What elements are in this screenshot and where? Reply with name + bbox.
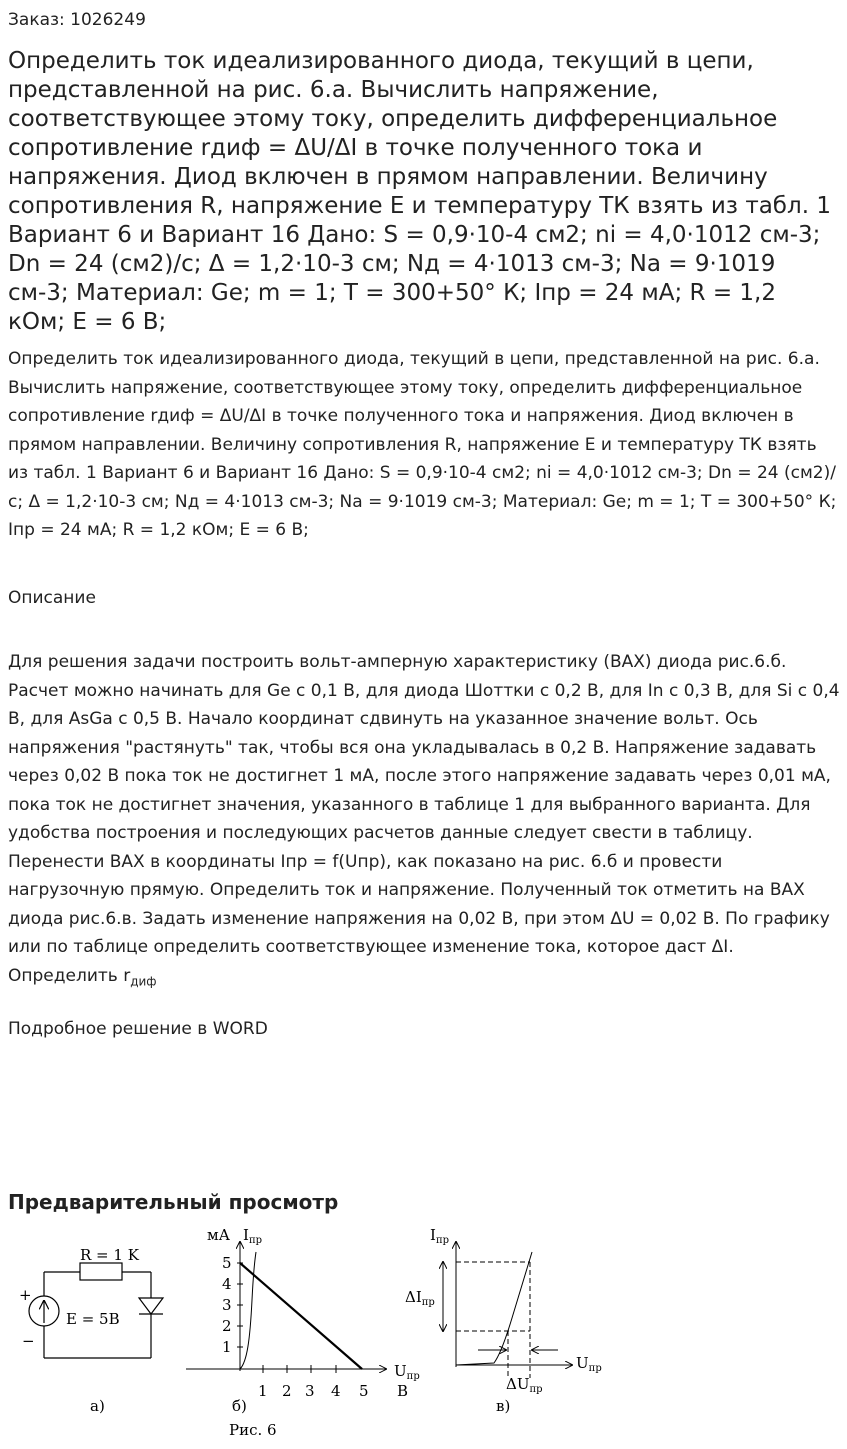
x-tick-label: 2 [282, 1382, 292, 1400]
task-body: Определить ток идеализированного диода, текущий в цепи, представленной на рис. 6.а. Вычислить напряжение, соответствующее этому току, определить дифференциальное сопротивление rдиф = ΔU/ΔI в точке полученного тока и напряжения. Диод включен в прямом направлении. Величину сопротивления R, напряжение E и температуру ТК взять из табл. 1 Вариант 6 и Вариант 16 Дано: S = 0,9·10-4 см2; ni = 4,0·1012 см-3; Dn = 24 (см2)/с; Δ = 1,2·10-3 см; Nд = 4·1013 см-3; Na = 9·1019 см-3; Материал: Ge; m = 1; T = 300+50° К; Iпр = 24 мА; R = 1,2 кОм; E = 6 В; [8, 349, 837, 540]
preview-figure [0, 1220, 847, 1449]
c-y-axis-label: $I_{пр}$ [430, 1226, 450, 1246]
diode-symbol [139, 1298, 163, 1314]
caption-a: а) [90, 1397, 105, 1415]
y-tick-label: 4 [222, 1275, 232, 1293]
y-tick-label: 1 [222, 1338, 232, 1356]
preview-heading: Предварительный просмотр [8, 1190, 339, 1214]
delta-u-label: $\Delta U_{пр}$ [506, 1375, 543, 1395]
differential-resistance-graph [405, 1226, 602, 1415]
x-tick-label: 5 [359, 1382, 369, 1400]
word-solution-note: Подробное решение в WORD [8, 1019, 268, 1039]
x-axis-label: $U_{пр}$ [394, 1362, 420, 1382]
task-title: Определить ток идеализированного диода, текущий в цепи, представленной на рис. 6.а. Вычислить напряжение, соответствующее этому току, определить дифференциальное сопротивление rдиф = ΔU/ΔI в точке полученного тока и напряжения. Диод включен в прямом направлении. Величину сопротивления R, напряжение E и температуру ТК взять из табл. 1 Вариант 6 и Вариант 16 Дано: S = 0,9·10-4 см2; ni = 4,0·1012 см-3; Dn = 24 (см2)/с; Δ = 1,2·10-3 см; Nд = 4·1013 см-3; Na = 9·1019 см-3; Материал: Ge; m = 1; T = 300+50° К; Iпр = 24 мА; R = 1,2 кОм; E = 6 В; [8, 48, 831, 335]
y-unit-label: мА [207, 1226, 231, 1244]
load-line [240, 1263, 362, 1369]
y-axis-label: $I_{пр}$ [243, 1226, 263, 1246]
plus-sign: + [19, 1286, 32, 1304]
y-tick-label: 2 [222, 1317, 232, 1335]
minus-sign: − [22, 1332, 35, 1350]
description-heading: Описание [8, 588, 96, 608]
resistor-label: R = 1 K [80, 1246, 139, 1264]
x-tick-label: 4 [331, 1382, 341, 1400]
description-text [8, 648, 840, 995]
x-unit-label: В [397, 1382, 409, 1400]
resistor-symbol [80, 1263, 122, 1280]
x-tick-label: 1 [258, 1382, 268, 1400]
y-tick-label: 3 [222, 1296, 232, 1314]
c-x-axis-label: $U_{пр}$ [576, 1354, 602, 1374]
y-tick-label: 5 [222, 1254, 232, 1272]
y-tick-labels [222, 1254, 232, 1356]
circuit-diagram [19, 1246, 163, 1415]
load-line-graph [186, 1226, 420, 1415]
iv-characteristic [456, 1252, 532, 1365]
caption-c: в) [496, 1397, 511, 1415]
description-paragraph: Для решения задачи построить вольт-амперную характеристику (ВАХ) диода рис.6.б. Расчет можно начинать для Ge с 0,1 В, для диода Шоттки с 0,2 В, для In с 0,3 В, для Si с 0,4 В, для AsGa с 0,5 В. Начало координат сдвинуть на указанное значение вольт. Ось напряжения "растянуть" так, чтобы вся она укладывалась в 0,2 В. Напряжение задавать через 0,02 В пока ток не достигнет 1 мА, после этого напряжение задавать через 0,01 мА, пока ток не достигнет значения, указанного в таблице 1 для выбранного варианта. Для удобства построения и последующих расчетов данные следует свести в таблицу. Перенести ВАХ в координаты Iпр = f(Uпр), как показано на рис. 6.б и провести нагрузочную прямую. Определить ток и напряжение. Полученный ток отметить на ВАХ диода рис.6.в. Задать изменение напряжения на 0,02 В, при этом ΔU = 0,02 В. По графику или по таблице определить соответствующее изменение тока, которое даст ΔI. Определить r [8, 652, 840, 986]
guide-lines [456, 1262, 530, 1378]
caption-b: б) [232, 1397, 247, 1415]
figure-caption: Рис. 6 [229, 1421, 277, 1439]
x-tick-labels [258, 1382, 369, 1400]
x-tick-label: 3 [305, 1382, 315, 1400]
order-number: Заказ: 1026249 [8, 10, 146, 30]
source-label: E = 5B [66, 1310, 120, 1328]
r-diff-subscript: диф [130, 973, 157, 988]
delta-i-label: $\Delta I_{пр}$ [405, 1288, 435, 1308]
